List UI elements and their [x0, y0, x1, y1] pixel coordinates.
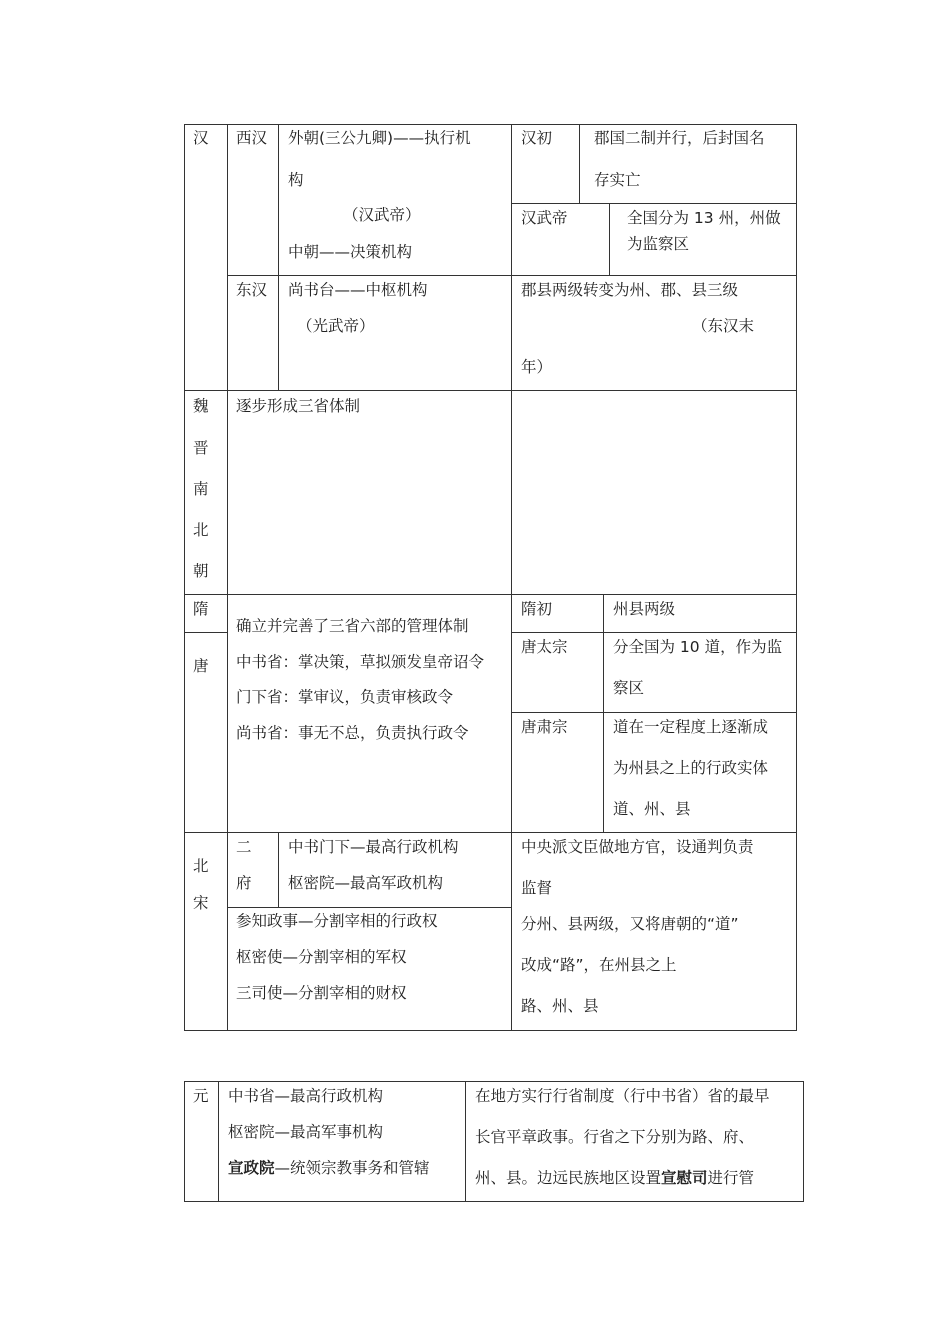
fu-text-1: 中书门下—最高行政机构 [288, 838, 459, 856]
erfu-char-2: 府 [236, 874, 252, 892]
yuan-right-1: 在地方实行行省制度（行中书省）省的最早 [475, 1087, 770, 1105]
suitang-central-1: 确立并完善了三省六部的管理体制 [236, 617, 469, 635]
wei-char-5: 朝 [193, 562, 209, 580]
yuan-left-2: 枢密院—最高军事机构 [228, 1123, 384, 1141]
west-han-text-1: 外朝(三公九卿)——执行机 [288, 129, 471, 147]
east-han-text-1: 尚书台——中枢机构 [288, 281, 428, 299]
wei-char-3: 南 [193, 480, 209, 498]
xuanweisi-bold: 宣慰司 [661, 1169, 708, 1187]
hanchu-text-1: 郡国二制并行，后封国名 [594, 129, 765, 147]
east-han-right-3: 年） [521, 358, 553, 376]
song-right-5: 路、州、县 [521, 997, 599, 1015]
taizong-text-1: 分全国为 10 道，作为监 [613, 638, 783, 656]
east-han-right-1: 郡县两级转变为州、郡、县三级 [521, 281, 739, 299]
song-right-3: 分州、县两级，又将唐朝的“道” [521, 915, 739, 933]
wei-char-2: 晋 [193, 439, 209, 457]
song-sub-1: 参知政事—分割宰相的行政权 [236, 912, 438, 930]
suitang-central-4: 尚书省：事无不总，负责执行政令 [236, 724, 469, 742]
suitang-central-3: 门下省：掌审议，负责审核政令 [236, 688, 454, 706]
song-sub-3: 三司使—分割宰相的财权 [236, 984, 407, 1002]
hanchu-text-2: 存实亡 [594, 171, 641, 189]
yuan-left-3-rest: —统领宗教事务和管辖 [274, 1159, 430, 1177]
dynasty-yuan: 元 [193, 1087, 209, 1105]
west-han-text-2: 构 [288, 171, 304, 189]
suzong-text-2: 为州县之上的行政实体 [613, 759, 769, 777]
erfu-char-1: 二 [236, 838, 252, 856]
yuan-right-3-post: 进行管 [707, 1169, 755, 1187]
taizong-label: 唐太宗 [521, 638, 568, 656]
hanwudi-label: 汉武帝 [521, 209, 568, 227]
yuan-left-1: 中书省—最高行政机构 [228, 1087, 384, 1105]
suichu-label: 隋初 [521, 600, 553, 618]
song-right-1: 中央派文臣做地方官，设通判负责 [521, 838, 754, 856]
suzong-label: 唐肃宗 [521, 718, 568, 736]
taizong-text-2: 察区 [613, 679, 645, 697]
wei-text: 逐步形成三省体制 [236, 397, 361, 415]
west-han-label: 西汉 [236, 129, 268, 147]
yuan-right-3-pre: 州、县。边远民族地区设置 [475, 1169, 662, 1187]
suzong-text-3: 道、州、县 [613, 800, 691, 818]
yuan-right-3 [475, 1168, 754, 1188]
hanwudi-text-1: 全国分为 13 州，州做 [627, 209, 781, 227]
dynasty-han: 汉 [193, 129, 209, 147]
east-han-right-2: （东汉末 [692, 317, 755, 335]
suzong-text-1: 道在一定程度上逐渐成 [613, 718, 769, 736]
yuan-right-2: 长官平章政事。行省之下分别为路、府、 [475, 1128, 755, 1146]
song-sub-2: 枢密使—分割宰相的军权 [236, 948, 407, 966]
song-right-2: 监督 [521, 879, 553, 897]
east-han-label: 东汉 [236, 281, 268, 299]
suitang-central-2: 中书省：掌决策，草拟颁发皇帝诏令 [236, 653, 485, 671]
dynasty-tang: 唐 [193, 657, 209, 675]
dynasty-sui: 隋 [193, 600, 209, 618]
xuanzhengyuan-bold: 宣政院 [228, 1159, 275, 1177]
east-han-text-2: （光武帝） [297, 317, 375, 335]
wei-char-1: 魏 [193, 397, 209, 415]
west-han-text-3: （汉武帝） [343, 206, 421, 224]
wei-char-4: 北 [193, 521, 209, 539]
song-char-1: 北 [193, 857, 209, 875]
song-char-2: 宋 [193, 894, 209, 912]
hanwudi-text-2: 为监察区 [627, 235, 690, 253]
song-right-4: 改成“路”，在州县之上 [521, 956, 677, 974]
hanchu-label: 汉初 [521, 129, 553, 147]
yuan-left-3 [228, 1158, 430, 1178]
fu-text-2: 枢密院—最高军政机构 [288, 874, 444, 892]
suichu-text: 州县两级 [613, 600, 676, 618]
west-han-text-4: 中朝——决策机构 [288, 243, 413, 261]
